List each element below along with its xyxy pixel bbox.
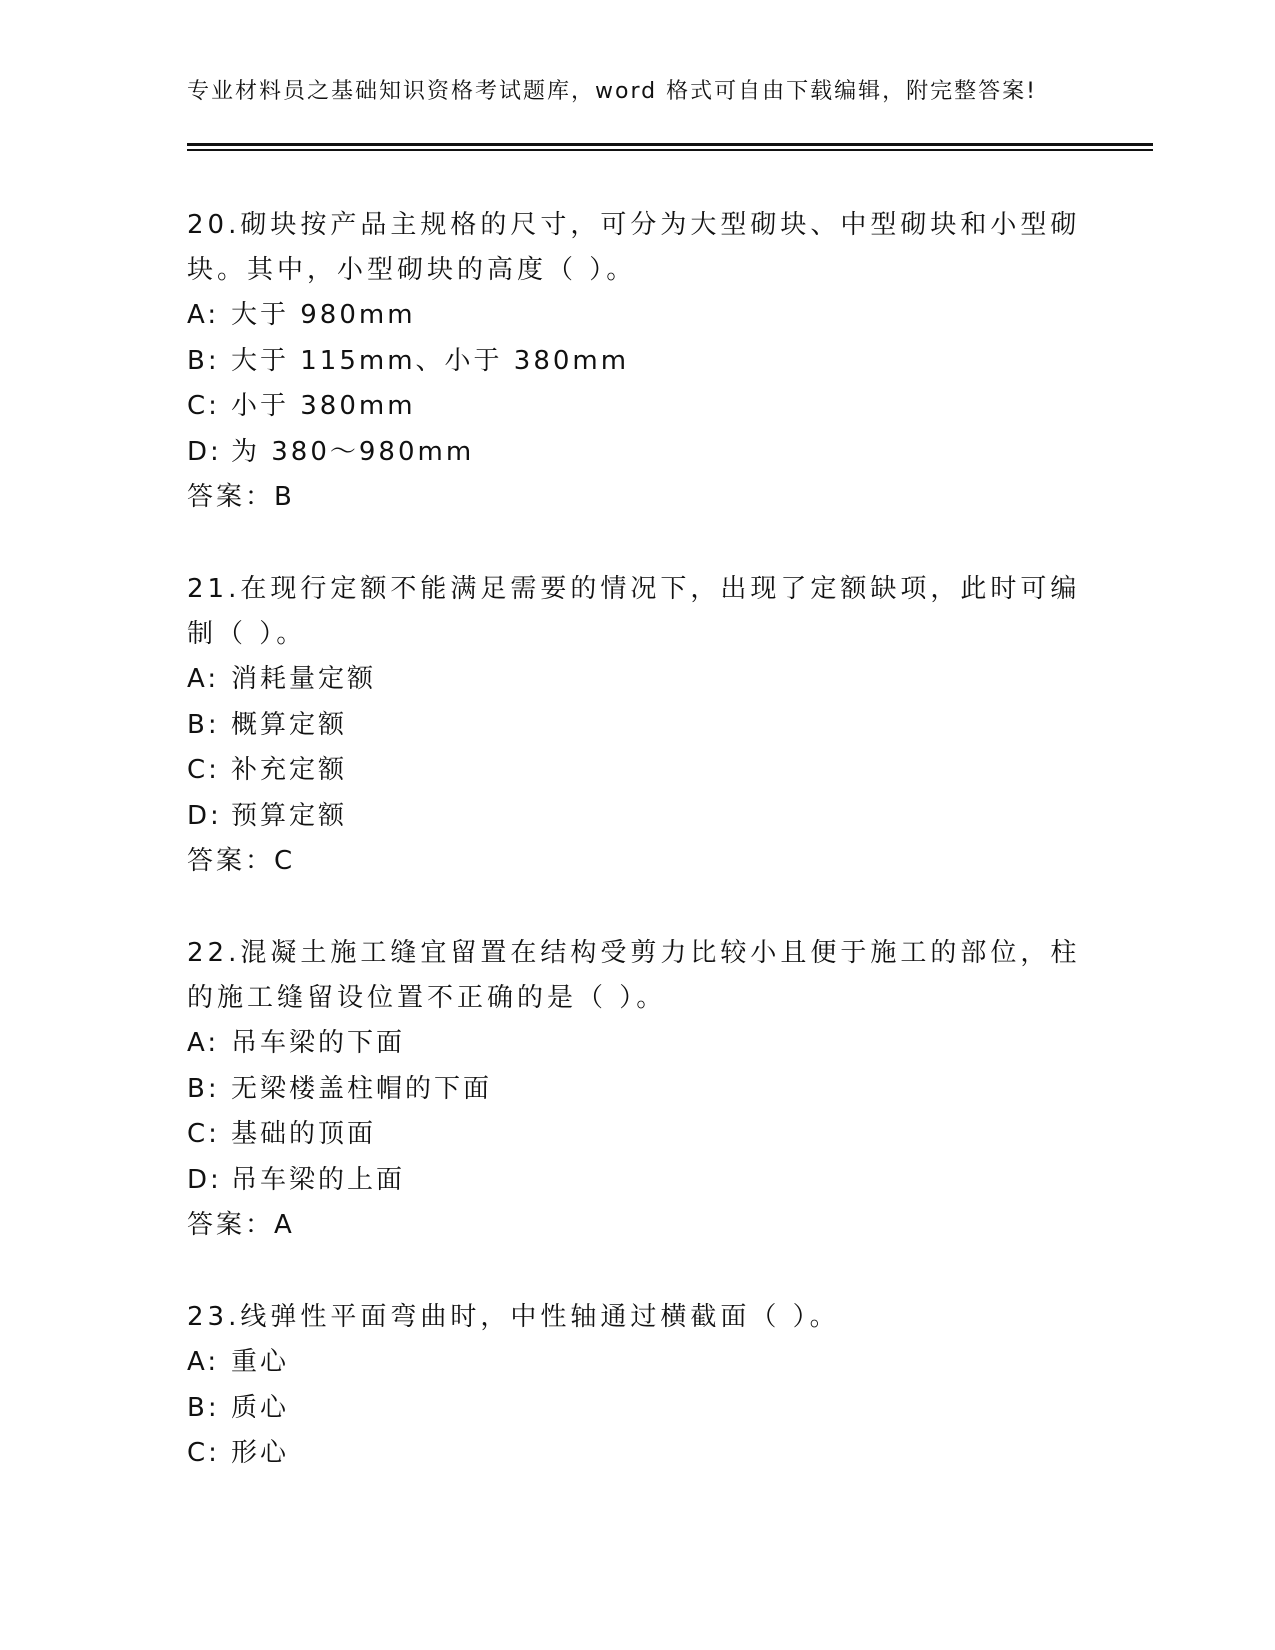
- question-23: [187, 1295, 1087, 1477]
- option-d: D: 为 380～980mm: [187, 436, 475, 467]
- option-d: D: 预算定额: [187, 800, 348, 831]
- question-stem: 23.线弹性平面弯曲时，中性轴通过横截面（ ）。: [187, 1302, 840, 1332]
- option-a: A: 重心: [187, 1347, 290, 1377]
- option-a: A: 消耗量定额: [187, 664, 377, 694]
- question-20: [187, 203, 1087, 521]
- answer: 答案：A: [187, 1210, 295, 1240]
- question-22: [187, 931, 1087, 1249]
- option-b: B: 概算定额: [187, 709, 348, 740]
- header-rule-thick: [187, 143, 1153, 146]
- header-note: 专业材料员之基础知识资格考试题库，word 格式可自由下载编辑，附完整答案!: [187, 79, 1037, 104]
- option-a: A: 大于 980mm: [187, 300, 416, 330]
- option-d: D: 吊车梁的上面: [187, 1164, 406, 1195]
- option-b: B: 质心: [187, 1392, 290, 1423]
- question-stem: 21.在现行定额不能满足需要的情况下，出现了定额缺项，此时可编制（ ）。: [187, 574, 1081, 649]
- option-b: B: 大于 115mm、小于 380mm: [187, 345, 630, 376]
- option-b: B: 无梁楼盖柱帽的下面: [187, 1073, 493, 1104]
- option-c: C: 基础的顶面: [187, 1119, 377, 1149]
- answer: 答案：C: [187, 846, 296, 876]
- option-c: C: 小于 380mm: [187, 391, 416, 421]
- option-c: C: 补充定额: [187, 755, 348, 785]
- header-rule-thin: [187, 149, 1153, 151]
- question-stem: 20.砌块按产品主规格的尺寸，可分为大型砌块、中型砌块和小型砌块。其中，小型砌块的高度（ ）。: [187, 210, 1081, 285]
- answer: 答案：B: [187, 482, 295, 512]
- question-stem: 22.混凝土施工缝宜留置在结构受剪力比较小且便于施工的部位，柱的施工缝留设位置不正确的是（ ）。: [187, 938, 1081, 1013]
- option-a: A: 吊车梁的下面: [187, 1028, 406, 1058]
- question-21: [187, 567, 1087, 885]
- option-c: C: 形心: [187, 1438, 290, 1468]
